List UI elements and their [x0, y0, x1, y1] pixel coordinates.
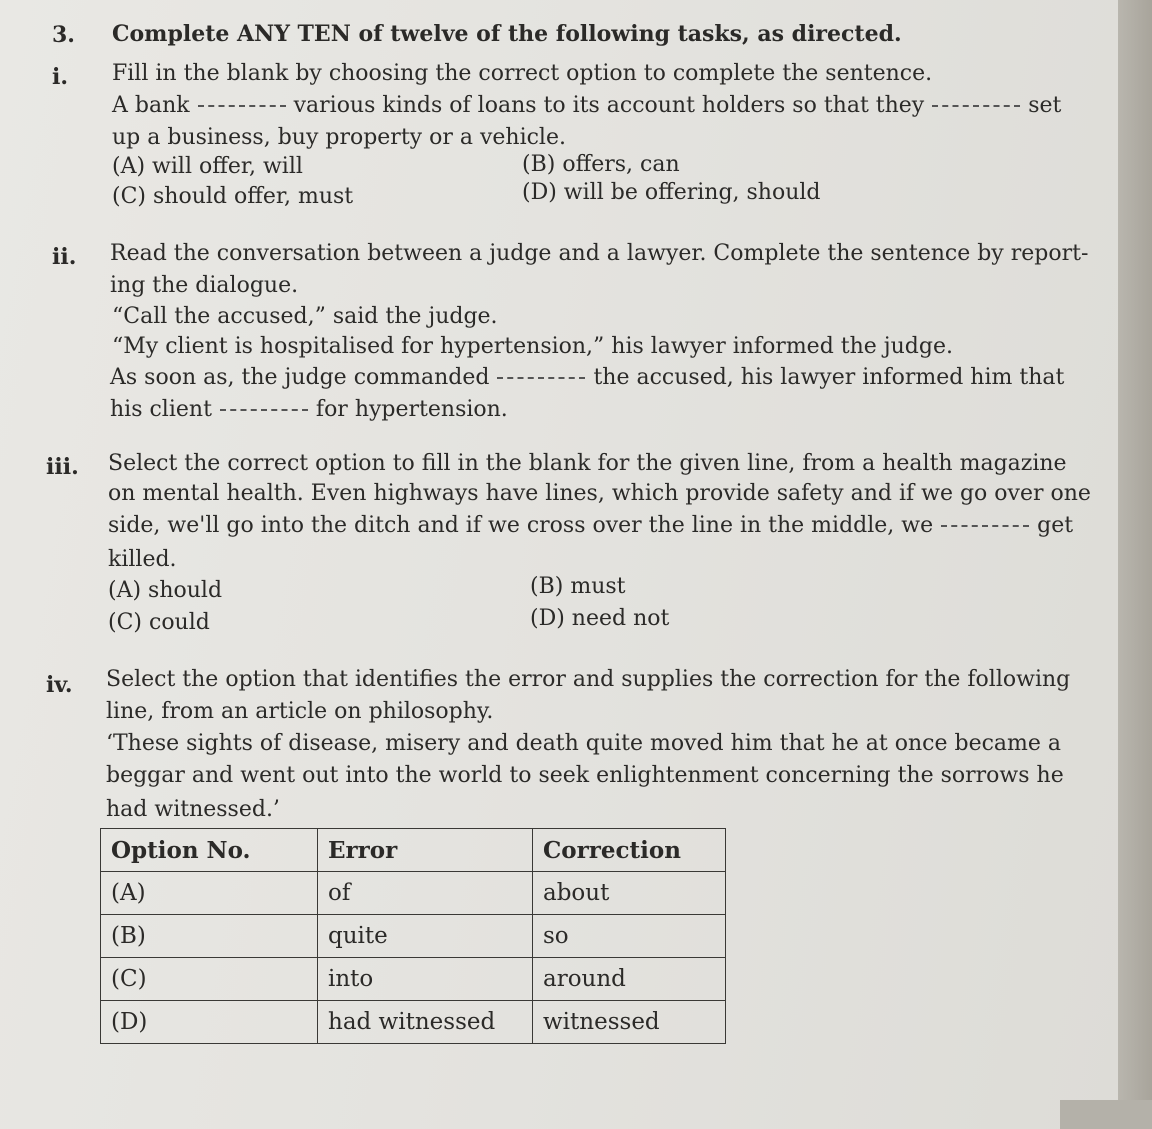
row-a-error: of	[318, 872, 533, 915]
row-a-option: (A)	[101, 872, 318, 915]
q4-quote-3: had witnessed.’	[106, 797, 280, 822]
blank-3	[497, 377, 585, 379]
q1-text-b: various kinds of loans to its account holders so that they	[293, 93, 925, 118]
q4-instruction-cont: line, from an article on philosophy.	[106, 699, 494, 724]
q2-text-a: As soon as, the judge commanded	[110, 365, 490, 390]
page-corner	[1060, 1100, 1152, 1129]
row-d-error: had witnessed	[318, 1001, 533, 1044]
table-row	[101, 958, 726, 1001]
q2-dialogue-lawyer: “My client is hospitalised for hypertension,” his lawyer informed the judge.	[112, 334, 953, 359]
q3-passage-1: on mental health. Even highways have lines, which provide safety and if we go over one	[108, 481, 1091, 506]
q2-instruction: Read the conversation between a judge and a lawyer. Complete the sentence by report-	[110, 241, 1089, 266]
q1-sentence-end: up a business, buy property or a vehicle.	[112, 125, 566, 150]
blank-4	[220, 409, 308, 411]
question-label-3: iii.	[46, 454, 79, 480]
page-edge-shadow	[1118, 0, 1152, 1129]
row-c-error: into	[318, 958, 533, 1001]
blank-5	[941, 525, 1029, 527]
q3-option-b: (B) must	[530, 574, 626, 599]
q3-instruction: Select the correct option to fill in the blank for the given line, from a health magazine	[108, 451, 1067, 476]
q3-passage-3: killed.	[108, 547, 177, 572]
row-b-correction: so	[533, 915, 726, 958]
row-a-correction: about	[533, 872, 726, 915]
answer-options-table	[100, 828, 726, 1044]
section-number: 3.	[52, 22, 75, 48]
blank-2	[932, 105, 1020, 107]
q2-report-line-1	[110, 364, 1064, 392]
q3-text-b: get	[1037, 513, 1074, 538]
question-label-1: i.	[52, 64, 69, 90]
q2-instruction-cont: ing the dialogue.	[110, 273, 299, 298]
q2-dialogue-judge: “Call the accused,” said the judge.	[112, 304, 498, 329]
table-header-row	[101, 829, 726, 872]
table-row	[101, 1001, 726, 1044]
row-d-correction: witnessed	[533, 1001, 726, 1044]
row-c-option: (C)	[101, 958, 318, 1001]
q3-option-a: (A) should	[108, 578, 223, 603]
q3-passage-2	[108, 512, 1073, 540]
q1-option-a: (A) will offer, will	[112, 154, 303, 179]
q2-text-d: for hypertension.	[315, 397, 508, 422]
q3-text-a: side, we'll go into the ditch and if we cross over the line in the middle, we	[108, 513, 934, 538]
question-label-2: ii.	[52, 244, 77, 270]
question-label-4: iv.	[46, 672, 73, 698]
q3-option-c: (C) could	[108, 610, 210, 635]
header-error: Error	[318, 829, 533, 872]
q2-report-line-2	[110, 396, 508, 424]
q3-option-d: (D) need not	[530, 606, 670, 631]
q2-text-b: the accused, his lawyer informed him that	[593, 365, 1065, 390]
q4-quote-2: beggar and went out into the world to seek enlightenment concerning the sorrows he	[106, 763, 1064, 788]
table-row	[101, 915, 726, 958]
q4-instruction: Select the option that identifies the error and supplies the correction for the following	[106, 667, 1071, 692]
q1-text-a: A bank	[112, 93, 190, 118]
row-b-option: (B)	[101, 915, 318, 958]
section-heading: Complete ANY TEN of twelve of the following tasks, as directed.	[112, 21, 902, 47]
q1-text-c: set	[1028, 93, 1062, 118]
header-correction: Correction	[533, 829, 726, 872]
row-c-correction: around	[533, 958, 726, 1001]
header-option-no: Option No.	[101, 829, 318, 872]
q1-option-d: (D) will be offering, should	[522, 180, 821, 205]
row-b-error: quite	[318, 915, 533, 958]
table-row	[101, 872, 726, 915]
q2-text-c: his client	[110, 397, 212, 422]
blank-1	[198, 105, 286, 107]
q1-option-c: (C) should offer, must	[112, 184, 354, 209]
q4-quote-1: ‘These sights of disease, misery and death quite moved him that he at once became a	[106, 731, 1062, 756]
q1-sentence-line	[112, 92, 1061, 120]
q1-option-b: (B) offers, can	[522, 152, 680, 177]
row-d-option: (D)	[101, 1001, 318, 1044]
q1-instruction: Fill in the blank by choosing the correct option to complete the sentence.	[112, 61, 933, 86]
